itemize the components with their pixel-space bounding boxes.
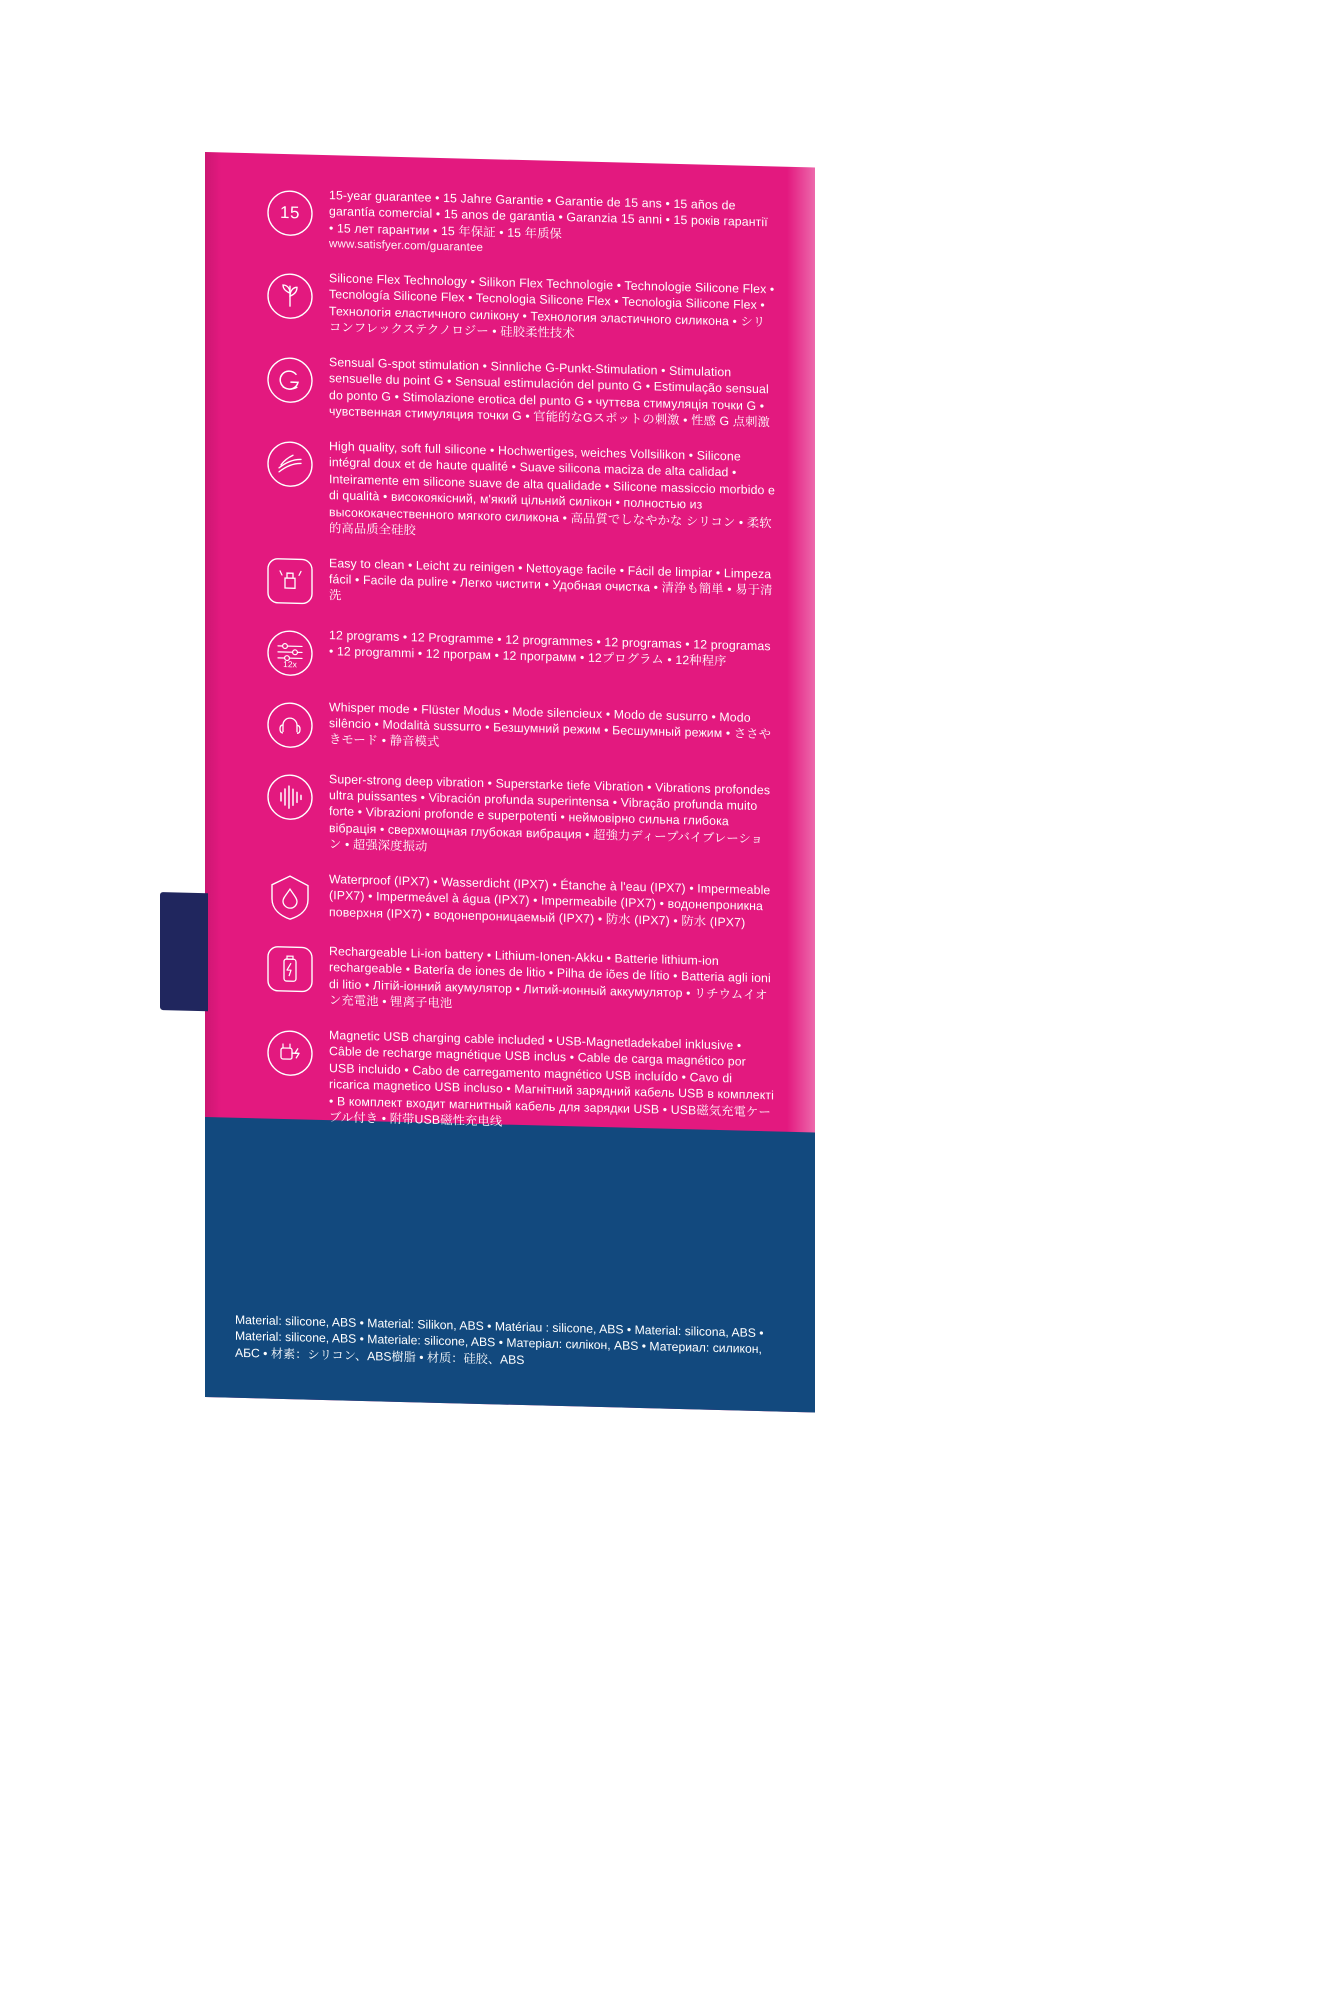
feature-text: Whisper mode • Flüster Modus • Mode silencieux • Modo de susurro • Modo silêncio • Modalità sussurro • Безшумний режим • Бесшумный режим • ささやきモード • 静音模式 xyxy=(329,699,772,750)
feature-item xyxy=(263,767,775,864)
feature-item xyxy=(263,183,775,263)
programs-badge-sub: 12x xyxy=(283,658,297,669)
feature-text: Super-strong deep vibration • Superstarke tiefe Vibration • Vibrations profondes ultra puissantes • Vibración profunda superintensa • Vibração profunda muito forte • Vibrazioni profonde e superpotenti • неймовірно сильна глибока вібрація • сверхмощная глубокая вибрация • 超強力ディープバイブレーション • 超强深度振动 xyxy=(329,771,771,855)
feature-item xyxy=(263,939,775,1020)
feature-text: Magnetic USB charging cable included • USB-Magnetladekabel inklusive • Câble de recharge magnétique USB inclus • Cable de carga magnético por USB incluido • Cabo de carregamento magnético USB incluído • Cavo di ricarica magnetico USB incluso • Магнітний зарядний кабель USB в комплекті • В комплект входит магнитный кабель для зарядки USB • USB磁気充電ケーブル付き • 附带USB磁性充电线 xyxy=(329,1027,775,1129)
feature-label: 15-year guarantee • 15 Jahre Garantie • Garantie de 15 ans • 15 años de garantía comercial • 15 anos de garantia • Garanzia 15 anni • 15 років гарантії • 15 лет гарантии • 15 年保証 • 15 年质保 xyxy=(329,188,768,241)
feature-text: High quality, soft full silicone • Hochwertiges, weiches Vollsilikon • Silicone intégral doux et de haute qualité • Suave silicona maciza de alta calidad • Inteiramente em silicone suave de alta qualidade • Silicone massiccio morbido e di qualità • високоякісний, м'який цільний силікон • полностью из высококачественного мягкого силикона • 高品質でしなやかな シリコン • 柔软的高品质全硅胶 xyxy=(329,438,776,538)
guarantee-badge-number: 15 xyxy=(280,202,300,223)
feature-list xyxy=(263,183,775,1411)
silicone-flex-icon xyxy=(263,268,317,323)
whisper-mode-icon xyxy=(263,697,317,752)
feature-text: Silicone Flex Technology • Silikon Flex Technologie • Technologie Silicone Flex • Tecnología Silicone Flex • Tecnologia Silicone Flex • Tecnologia Silicone Flex • Технологія еластичного силікону • Технология эластичного силикона • シリコンフレックステクノロジー • 硅胶柔性技术 xyxy=(329,271,775,341)
feature-item xyxy=(263,867,775,936)
feature-text: Sensual G-spot stimulation • Sinnliche G-Punkt-Stimulation • Stimulation sensuelle du point G • Sensual estimulación del punto G • Estimulação sensual do ponto G • Stimolazione erotica del punto G • чуттєва стимуляція точки G • чувственная стимуляция точки G • 官能的なGスポットの刺激 • 性感 G 点刺激 xyxy=(329,354,770,430)
feature-text: 12 programs • 12 Programme • 12 programmes • 12 programas • 12 programas • 12 programmi • 12 програм • 12 программ • 12プログラム • 12种程序 xyxy=(329,627,771,669)
guarantee-15-icon xyxy=(263,185,317,240)
guarantee-url: www.satisfyer.com/guarantee xyxy=(329,237,484,255)
feature-text: Waterproof (IPX7) • Wasserdicht (IPX7) • Étanche à l'eau (IPX7) • Impermeable (IPX7) • Impermeável à água (IPX7) • Impermeabile (IPX7) • водонепроникна поверхня (IPX7) • водонепроницаемый (IPX7) • 防水 (IPX7) • 防水 (IPX7) xyxy=(329,871,771,930)
box-side-tab xyxy=(160,892,208,1011)
feature-item xyxy=(263,695,775,764)
feature-text xyxy=(329,185,775,263)
feature-item xyxy=(263,551,775,620)
feature-text: Rechargeable Li-ion battery • Lithium-Ionen-Akku • Batterie lithium-ion rechargeable • Batería de iones de litio • Pilha de iões de lítio • Batteria agli ioni di litio • Літій-іонний акумулятор • Литий-ионный аккумулятор • リチウムイオン充電池 • 锂离子电池 xyxy=(329,943,771,1011)
feature-item xyxy=(263,266,775,347)
programs-12x-icon xyxy=(263,625,317,680)
deep-vibration-icon xyxy=(263,769,317,824)
soft-silicone-icon xyxy=(263,436,317,491)
easy-clean-icon xyxy=(263,553,317,608)
material-info: Material: silicone, ABS • Material: Silikon, ABS • Matériau : silicone, ABS • Material: silicona, ABS • Material: silicone, ABS • Materiale: silicone, ABS • Матеріал: силікон, ABS • Материал: силикон, АБС • 材素：シリコン、ABS樹脂 • 材质：硅胶、ABS xyxy=(235,1312,764,1368)
magnetic-usb-charging-icon xyxy=(263,1025,317,1080)
rechargeable-battery-icon xyxy=(263,941,317,996)
feature-text: Easy to clean • Leicht zu reinigen • Nettoyage facile • Fácil de limpiar • Limpeza fácil • Facile da pulire • Легко чистити • Удобная очистка • 清浄も簡単 • 易于清洗 xyxy=(329,555,773,603)
feature-item xyxy=(263,350,775,431)
product-box xyxy=(205,152,815,1412)
feature-item xyxy=(263,623,775,692)
feature-item xyxy=(263,434,775,548)
g-spot-icon xyxy=(263,352,317,407)
feature-item xyxy=(263,1023,775,1137)
waterproof-icon xyxy=(263,869,317,924)
